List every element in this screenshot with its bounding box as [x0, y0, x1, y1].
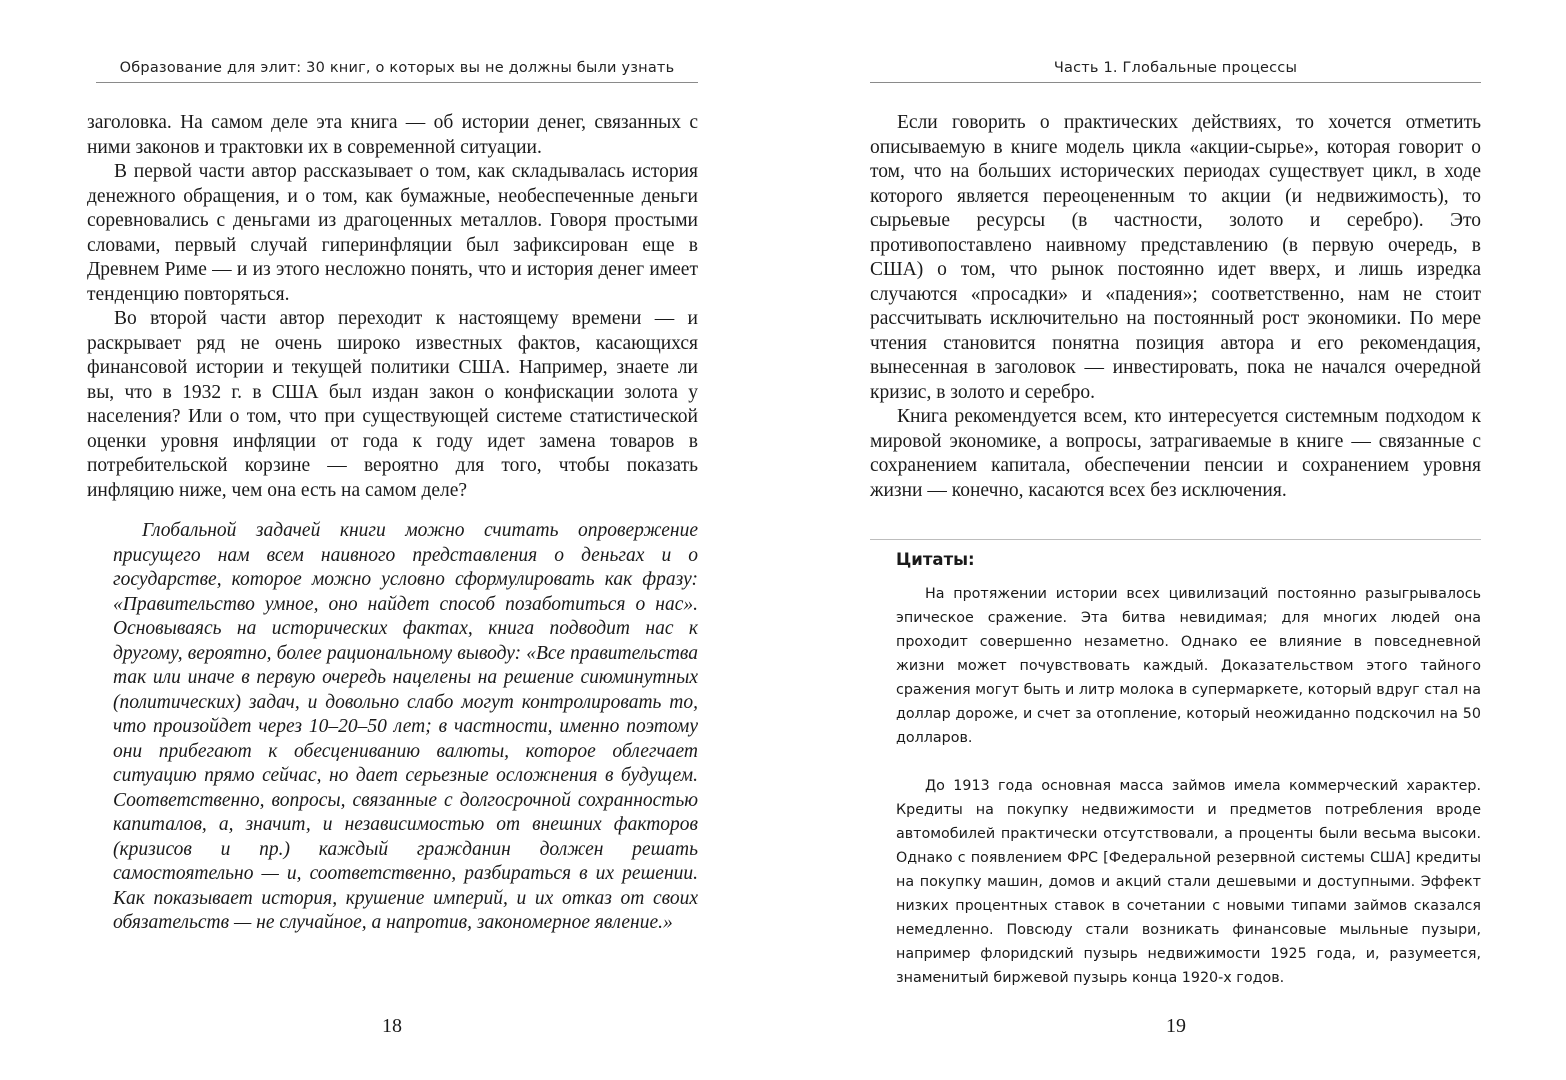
paragraph: Если говорить о практических действиях, то хочется отметить описываемую в книге модель цикла «акции-сырье», которая говорит о том, что на больших исторических периодах существует цикл, в ходе которого является переоцененным то акции (и недвижимость), то сырьевые ресурсы (в частности, золото и серебро). Это противопоставлено наивному представлению (в первую очередь, в США) о том, что рынок постоянно идет вверх, и лишь изредка случаются «просадки» и «падения»; соответственно, нам не стоит рассчитывать исключительно на постоянный рост экономики. По мере чтения становится понятна позиция автора и его рекомендация, вынесенная в заголовок — инвестировать, пока не начался очередной кризис, в золото и серебро. [870, 112, 1481, 403]
running-head-book-title: Образование для элит: 30 книг, о которых вы не должны были узнать [96, 56, 698, 83]
page-number: 19 [1166, 1015, 1186, 1037]
section-divider [870, 539, 1481, 540]
quote-text: Глобальной задачей книги можно считать опровержение присущего нам всем наивного представления о деньгах и о государстве, которое можно условно сформулировать как фразу: «Правительство умное, оно найдет способ позаботиться о нас». Основываясь на исторических фактах, книга подводит нас к другому, вероятно, более рациональному выводу: «Все правительства так или иначе в первую очередь нацелены на решение сиюминутных (политических) задач, и довольно слабо могут контролировать то, что произойдет через 10–20–50 лет; в частности, именно поэтому они прибегают к обесцениванию валюты, которое облегчает ситуацию прямо сейчас, но дает серьезные осложнения в будущем. Соответственно, вопросы, связанные с долгосрочной сохранностью капиталов, а, значит, и независимостью от внешних факторов (кризисов и пр.) каждый гражданин должен решать самостоятельно — и, соответственно, разбираться в их решении. Как показывает история, крушение империй, и их отказ от своих обязательств — не случайное, а напротив, закономерное явление.» [113, 520, 698, 933]
italic-quote-block [113, 519, 698, 936]
paragraph: Книга рекомендуется всем, кто интересуется системным подходом к мировой экономике, а вопросы, затрагиваемые в книге — связанные с сохранением капитала, обеспечении пенсии и сохранением уровня жизни — конечно, касаются всех без исключения. [870, 406, 1481, 501]
left-body-text [87, 111, 698, 503]
quotes-heading: Цитаты: [896, 550, 975, 569]
right-page [783, 0, 1566, 1080]
paragraph: Во второй части автор переходит к настоящему времени — и раскрывает ряд не очень широко известных фактов, касающихся финансовой истории и текущей политики США. Например, знаете ли вы, что в 1932 г. в США был издан закон о конфискации золота у населения? Или о том, что при существующей системе статистической оценки уровня инфляции от года к году идет замена товаров в потребительской корзине — вероятно для того, чтобы показать инфляцию ниже, чем она есть на самом деле? [87, 308, 698, 501]
paragraph: В первой части автор рассказывает о том, как складывалась история денежного обращения, и о том, как бумажные, необеспеченные деньги соревновались с деньгами из драгоценных металлов. Говоря простыми словами, первый случай гиперинфляции был зафиксирован еще в Древнем Риме — и из этого несложно понять, что и история денег имеет тенденцию повторяться. [87, 161, 698, 305]
citation: На протяжении истории всех цивилизаций постоянно разыгрывалось эпическое сражение. Эта битва невидимая; для многих людей она проходит совершенно незаметно. Однако ее влияние в повседневной жизни может почувствовать каждый. Доказательством этого тайного сражения могут быть и литр молока в супермаркете, который вдруг стал на доллар дороже, и счет за отопление, который неожиданно подскочил на 50 долларов. [896, 586, 1481, 746]
citations-block [896, 582, 1481, 990]
right-body-text [870, 111, 1481, 503]
paragraph: заголовка. На самом деле эта книга — об истории денег, связанных с ними законов и трактовки их в современной ситуации. [87, 112, 698, 158]
page-number: 18 [382, 1015, 402, 1037]
running-head-chapter-title: Часть 1. Глобальные процессы [870, 56, 1481, 83]
citation: До 1913 года основная масса займов имела коммерческий характер. Кредиты на покупку недвижимости и предметов потребления вроде автомобилей практически отсутствовали, а проценты были весьма высоки. Однако с появлением ФРС [Федеральной резервной системы США] кредиты на покупку машин, домов и акций стали дешевыми и доступными. Эффект низких процентных ставок в сочетании с новыми типами займов сказался немедленно. Повсюду стали возникать финансовые мыльные пузыри, например флоридский пузырь недвижимости 1925 года, и, разумеется, знаменитый биржевой пузырь конца 1920-х годов. [896, 778, 1481, 986]
